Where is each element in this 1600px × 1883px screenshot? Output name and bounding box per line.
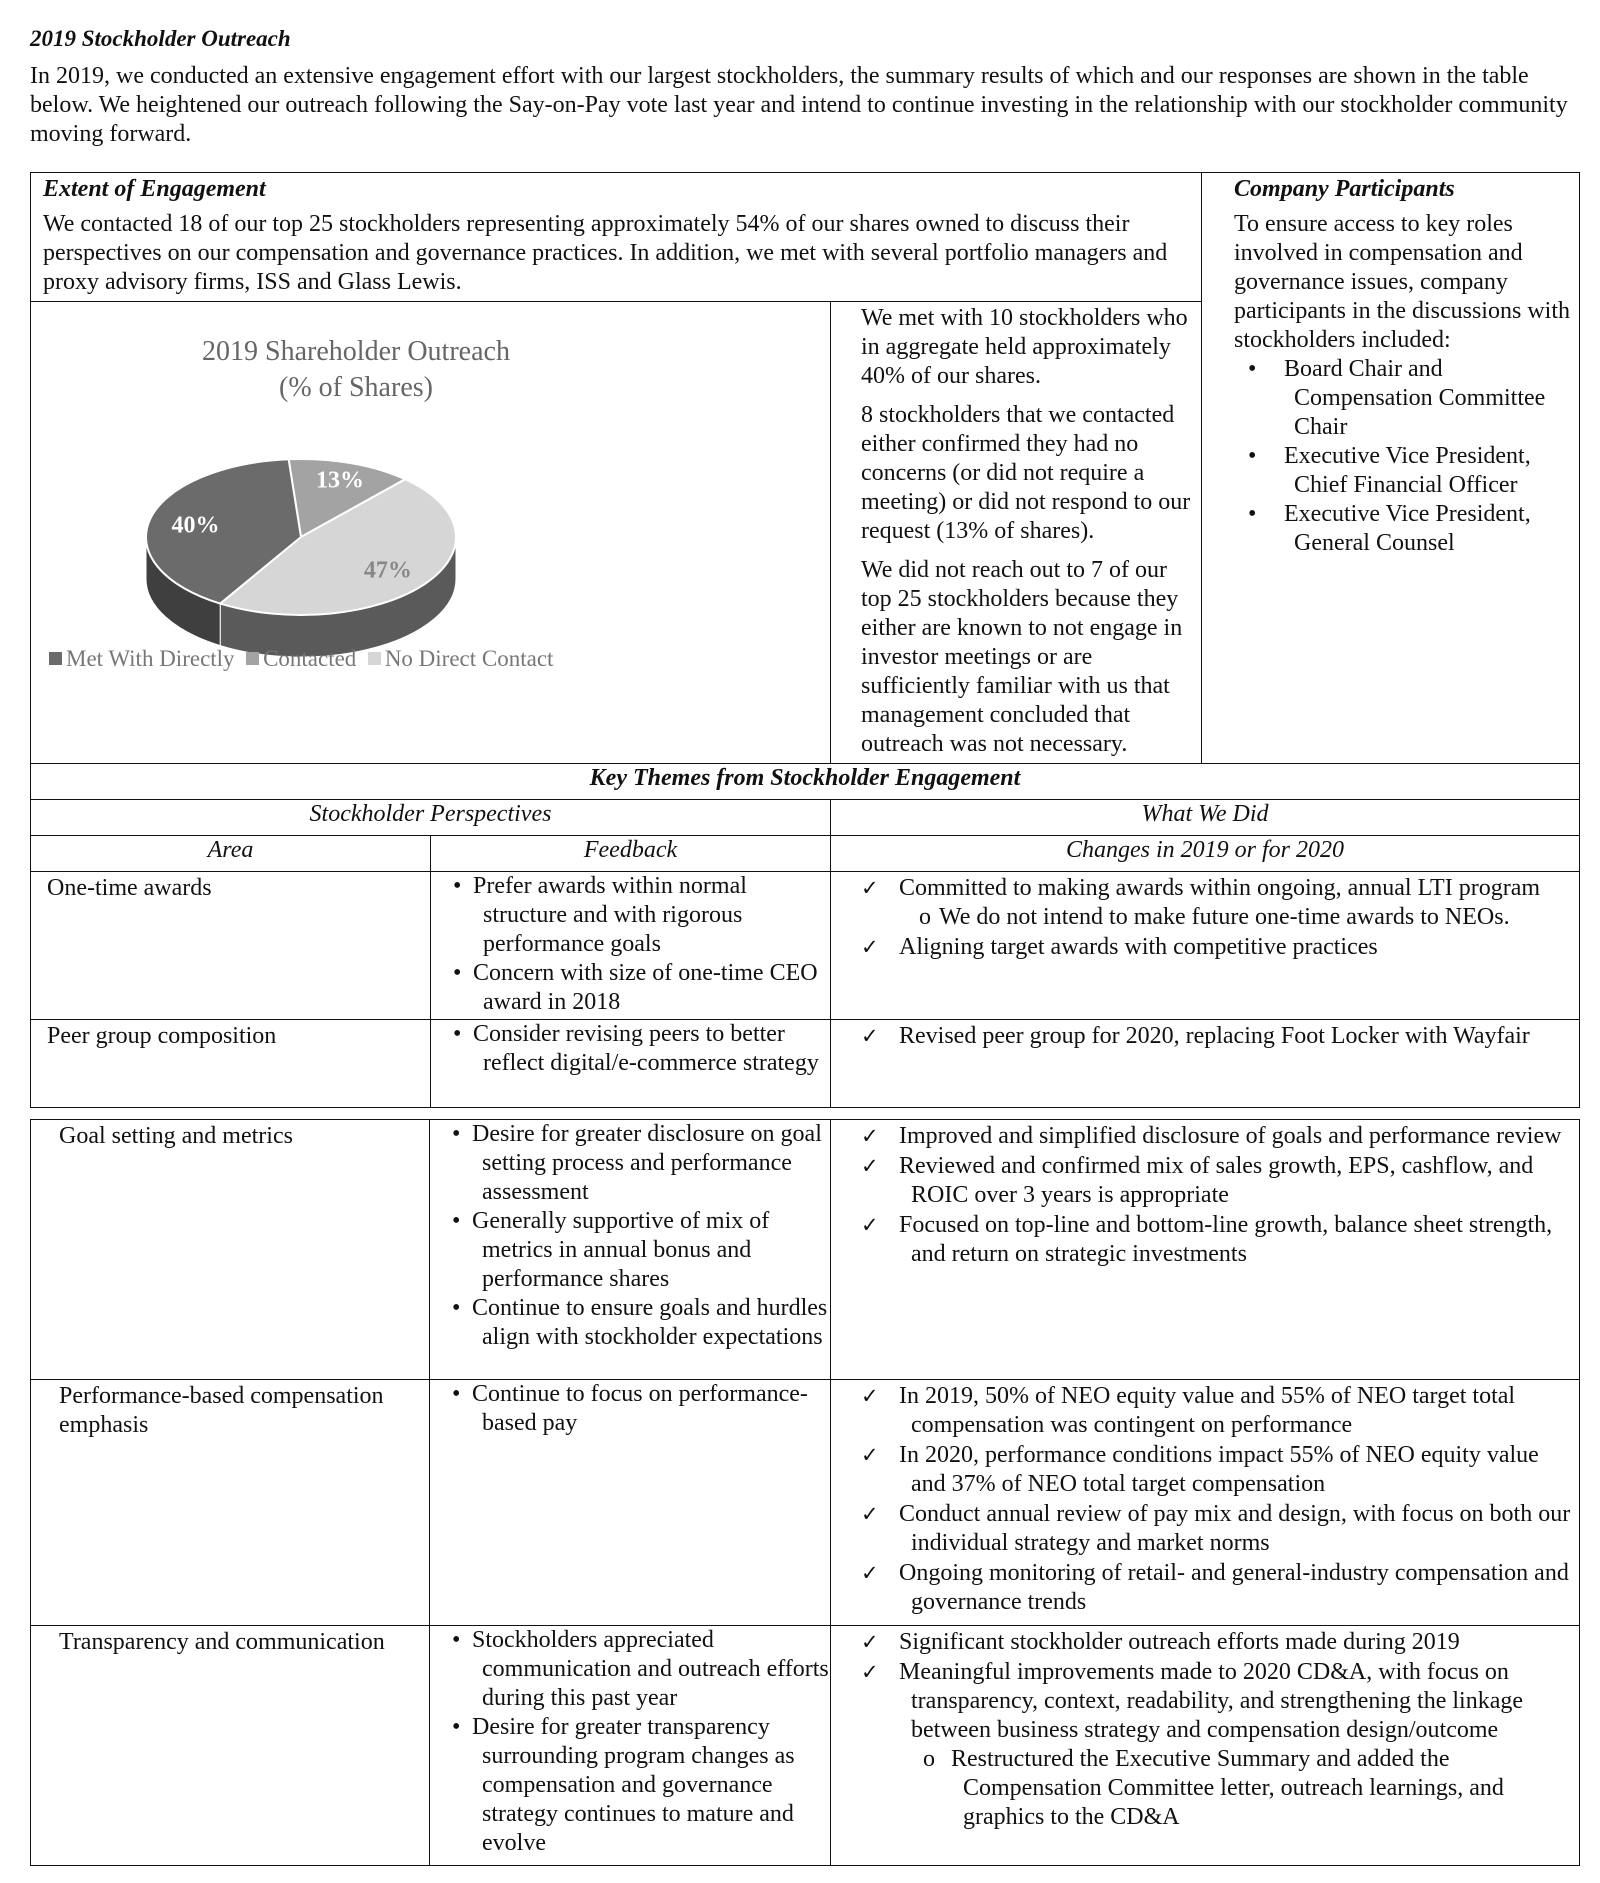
check-icon: ✓: [861, 876, 879, 900]
check-icon: ✓: [861, 1502, 879, 1526]
chart-cell: [31, 302, 831, 764]
chart-subtitle: (% of Shares): [279, 372, 433, 403]
legend-swatch-met: [49, 652, 62, 665]
check-icon: ✓: [861, 1660, 879, 1684]
sub-bullet-icon: o: [919, 904, 931, 930]
sub-action-item: o Restructured the Executive Summary and added the Compensation Committee letter, outreach learnings, and graphics to the CD&A: [923, 1746, 1504, 1830]
themes-title: Key Themes from Stockholder Engagement: [31, 764, 1580, 800]
feedback-item: • Continue to focus on performance-based pay: [430, 1380, 830, 1438]
themes-continued-table: [30, 1119, 1580, 1866]
area-cell: Peer group composition: [31, 1020, 431, 1108]
engagement-table: [30, 172, 1580, 1108]
action-item: ✓ Focused on top-line and bottom-line growth, balance sheet strength, and return on strategic investments: [861, 1212, 1553, 1267]
area-cell: Transparency and communication: [31, 1626, 430, 1866]
action-item: ✓ In 2019, 50% of NEO equity value and 55% of NEO target total compensation was contingent on performance: [861, 1383, 1516, 1438]
feedback-cell: [431, 1020, 831, 1108]
check-icon: ✓: [861, 935, 879, 959]
feedback-item: • Consider revising peers to better reflect digital/e-commerce strategy: [431, 1020, 830, 1078]
action-item: ✓ Conduct annual review of pay mix and design, with focus on both our individual strategy and market norms: [861, 1501, 1571, 1556]
outreach-note: We did not reach out to 7 of our top 25 stockholders because they either are known to not engage in investor meetings or are sufficiently familiar with us that management concluded that outreach was not necessary.: [861, 557, 1183, 757]
pie-label-no-direct-contact: 47%: [363, 557, 412, 584]
action-item: ✓ Reviewed and confirmed mix of sales growth, EPS, cashflow, and ROIC over 3 years is appropriate: [861, 1153, 1534, 1208]
feedback-cell: [430, 1380, 831, 1626]
check-icon: ✓: [861, 1154, 879, 1178]
participant-item: • Executive Vice President, Chief Financial Officer: [1234, 442, 1571, 500]
feedback-item: • Stockholders appreciated communication and outreach efforts during this past year: [430, 1626, 830, 1713]
feedback-item: • Continue to ensure goals and hurdles align with stockholder expectations: [430, 1294, 830, 1352]
legend-item-met: Met With Directly: [49, 646, 235, 671]
actions-cell: [831, 1120, 1580, 1380]
outreach-notes-cell: [831, 302, 1202, 764]
check-icon: ✓: [861, 1443, 879, 1467]
feedback-cell: [430, 1626, 831, 1866]
sub-action-item: o We do not intend to make future one-time awards to NEOs.: [919, 904, 1510, 930]
action-item: ✓ Significant stockholder outreach efforts made during 2019: [861, 1629, 1460, 1655]
col-feedback-header: Feedback: [431, 836, 831, 872]
check-icon: ✓: [861, 1213, 879, 1237]
participant-item: • Board Chair and Compensation Committee Chair: [1234, 355, 1571, 442]
feedback-item: • Prefer awards within normal structure and with rigorous performance goals: [431, 872, 830, 959]
actions-cell: [831, 872, 1580, 1020]
legend-swatch-no-contact: [368, 652, 381, 665]
area-cell: Goal setting and metrics: [31, 1120, 430, 1380]
sub-bullet-icon: o: [923, 1746, 935, 1772]
actions-cell: [831, 1020, 1580, 1108]
participants-list: [1234, 355, 1571, 558]
check-icon: ✓: [861, 1561, 879, 1585]
action-item: ✓ Meaningful improvements made to 2020 CD&A, with focus on transparency, context, readability, and strengthening the linkage between business strategy and compensation design/outcome o Restructured the Executive Summary and added the Compensation Committee letter, outreach learnings, and graphics to the CD&A: [831, 1658, 1579, 1832]
right-header: What We Did: [831, 800, 1580, 836]
extent-cell: [31, 173, 1202, 302]
participants-title: Company Participants: [1234, 176, 1455, 202]
feedback-cell: [430, 1120, 831, 1380]
action-item: ✓ Revised peer group for 2020, replacing Foot Locker with Wayfair: [861, 1023, 1530, 1049]
action-item: ✓ Improved and simplified disclosure of goals and performance review: [861, 1123, 1562, 1149]
legend-swatch-contacted: [246, 652, 259, 665]
pie-label-met-with-directly: 40%: [171, 512, 220, 539]
actions-cell: [831, 1380, 1580, 1626]
feedback-item: • Concern with size of one-time CEO award in 2018: [431, 959, 830, 1017]
chart-legend: [49, 644, 553, 673]
intro-paragraph: In 2019, we conducted an extensive engagement effort with our largest stockholders, the summary results of which and our responses are shown in the table below. We heightened our outreach following the Say-on-Pay vote last year and intend to continue investing in the relationship with our stockholder community moving forward.: [30, 63, 1568, 147]
extent-title: Extent of Engagement: [43, 176, 266, 202]
action-item: ✓ Committed to making awards within ongoing, annual LTI program o We do not intend to make future one-time awards to NEOs.: [831, 874, 1579, 932]
left-header: Stockholder Perspectives: [31, 800, 831, 836]
col-area-header: Area: [31, 836, 431, 872]
chart-title-block: [151, 334, 561, 406]
check-icon: ✓: [861, 1124, 879, 1148]
feedback-item: • Desire for greater disclosure on goal setting process and performance assessment: [430, 1120, 830, 1207]
feedback-item: • Generally supportive of mix of metrics in annual bonus and performance shares: [430, 1207, 830, 1294]
check-icon: ✓: [861, 1024, 879, 1048]
pie-label-contacted: 13%: [315, 467, 364, 494]
feedback-cell: [431, 872, 831, 1020]
participants-intro: To ensure access to key roles involved in compensation and governance issues, company participants in the discussions with stockholders included:: [1234, 211, 1570, 353]
extent-text: We contacted 18 of our top 25 stockholders representing approximately 54% of our shares owned to discuss their perspectives on our compensation and governance practices. In addition, we met with several portfolio managers and proxy advisory firms, ISS and Glass Lewis.: [43, 211, 1168, 295]
area-cell: Performance-based compensation emphasis: [31, 1380, 430, 1626]
actions-cell: [831, 1626, 1580, 1866]
outreach-note: We met with 10 stockholders who in aggregate held approximately 40% of our shares.: [861, 305, 1188, 389]
legend-item-contacted: Contacted: [246, 646, 356, 671]
check-icon: ✓: [861, 1384, 879, 1408]
outreach-note: 8 stockholders that we contacted either confirmed they had no concerns (or did not require a meeting) or did not respond to our request (13% of shares).: [861, 402, 1191, 544]
chart-title: 2019 Shareholder Outreach: [202, 336, 510, 367]
action-item: ✓ Ongoing monitoring of retail- and general-industry compensation and governance trends: [861, 1560, 1569, 1615]
action-item: ✓ Aligning target awards with competitive practices: [861, 934, 1378, 960]
participant-item: • Executive Vice President, General Counsel: [1234, 500, 1571, 558]
action-item: ✓ In 2020, performance conditions impact 55% of NEO equity value and 37% of NEO total target compensation: [861, 1442, 1539, 1497]
check-icon: ✓: [861, 1630, 879, 1654]
participants-cell: [1202, 173, 1580, 764]
page-title: 2019 Stockholder Outreach: [30, 26, 291, 51]
area-cell: One-time awards: [31, 872, 431, 1020]
legend-item-no-contact: No Direct Contact: [368, 646, 554, 671]
feedback-item: • Desire for greater transparency surrounding program changes as compensation and governance strategy continues to mature and evolve: [430, 1713, 830, 1858]
col-changes-header: Changes in 2019 or for 2020: [831, 836, 1580, 872]
